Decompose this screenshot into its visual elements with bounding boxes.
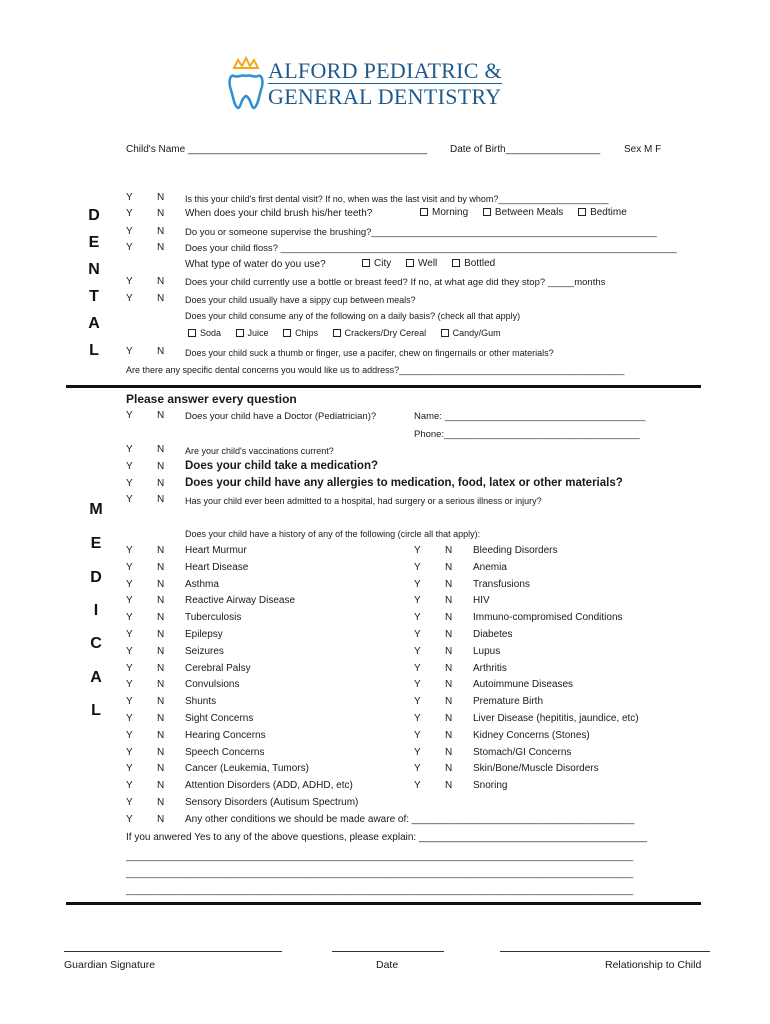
doctor-phone-field[interactable]: Phone:_____________________________________ — [414, 429, 640, 440]
condition-left: Reactive Airway Disease — [185, 595, 296, 607]
yes-option[interactable]: Y — [414, 780, 421, 792]
no-option[interactable]: N — [157, 662, 165, 674]
dental-q-supervise: Do you or someone supervise the brushing?______________________________________________________ — [185, 227, 657, 238]
dental-letter: L — [89, 342, 99, 359]
condition-left: Seizures — [185, 645, 224, 657]
dental-q-first-visit: Is this your child's first dental visit? If no, when was the last visit and by whom?______________________ — [185, 194, 609, 204]
yes-option[interactable]: Y — [126, 561, 133, 573]
condition-right: HIV — [473, 595, 490, 607]
condition-left: Cerebral Palsy — [185, 662, 251, 674]
no-option[interactable]: N — [157, 208, 165, 219]
guardian-signature-line[interactable] — [64, 951, 282, 952]
no-option[interactable]: N — [445, 746, 453, 758]
dental-q-consume: Does your child consume any of the following on a daily basis? (check all that apply) — [185, 311, 521, 321]
dental-letter: E — [88, 234, 100, 251]
doctor-name-field[interactable]: Name: ______________________________________ — [414, 411, 646, 422]
no-option[interactable]: N — [445, 679, 453, 691]
no-option[interactable]: N — [157, 192, 165, 203]
no-option[interactable]: N — [157, 478, 165, 489]
medical-q-allergies: Does your child have any allergies to medication, food, latex or other materials? — [185, 477, 623, 489]
no-option[interactable]: N — [157, 746, 165, 758]
yes-option[interactable]: Y — [126, 192, 133, 203]
condition-right: Kidney Concerns (Stones) — [473, 729, 590, 741]
section-divider — [66, 385, 701, 388]
no-option[interactable]: N — [157, 645, 165, 657]
yes-option[interactable]: Y — [126, 763, 133, 775]
no-option[interactable]: N — [157, 226, 165, 237]
checkbox-icon[interactable] — [362, 259, 370, 267]
no-option[interactable]: N — [445, 729, 453, 741]
no-option[interactable]: N — [157, 813, 165, 825]
condition-right: Bleeding Disorders — [473, 545, 558, 556]
medical-letter: C — [90, 635, 102, 652]
dental-q-water: What type of water do you use? — [185, 259, 326, 270]
yes-option[interactable]: Y — [414, 713, 421, 724]
no-option[interactable]: N — [157, 461, 165, 472]
yes-option[interactable]: Y — [126, 746, 133, 758]
no-option[interactable]: N — [445, 612, 453, 624]
medical-letter: I — [93, 602, 99, 619]
condition-left: Any other conditions we should be made aware of: ________________________________________ — [185, 813, 635, 825]
condition-left: Convulsions — [185, 679, 240, 691]
medical-q-hospital: Has your child ever been admitted to a hospital, had surgery or a serious illness or injury? — [185, 496, 542, 506]
yes-option[interactable]: Y — [414, 696, 421, 708]
option-label: City — [374, 258, 392, 269]
yes-option[interactable]: Y — [414, 746, 421, 758]
yes-option[interactable]: Y — [414, 679, 421, 691]
option-label: Soda — [200, 328, 222, 338]
checkbox-icon[interactable] — [333, 329, 341, 337]
checkbox-icon[interactable] — [236, 329, 244, 337]
date-of-birth-field[interactable]: Date of Birth_________________ — [450, 144, 601, 155]
relationship-label: Relationship to Child — [605, 959, 702, 971]
condition-right: Diabetes — [473, 629, 513, 640]
option-label: Well — [418, 258, 438, 269]
no-option[interactable]: N — [157, 780, 165, 792]
yes-option[interactable]: Y — [414, 561, 421, 573]
medical-letter: L — [91, 702, 101, 719]
condition-left: Speech Concerns — [185, 746, 265, 758]
dental-letter: D — [88, 207, 100, 224]
no-option[interactable]: N — [157, 612, 165, 624]
condition-left: Heart Murmur — [185, 545, 247, 556]
yes-option[interactable]: Y — [126, 662, 133, 674]
condition-left: Sight Concerns — [185, 713, 254, 724]
no-option[interactable]: N — [445, 645, 453, 657]
condition-left: Asthma — [185, 578, 219, 590]
yes-option[interactable]: Y — [126, 679, 133, 691]
guardian-signature-label: Guardian Signature — [64, 959, 156, 971]
no-option[interactable]: N — [157, 713, 165, 724]
condition-right: Immuno-compromised Conditions — [473, 612, 623, 624]
medical-letter: D — [90, 569, 102, 586]
dental-letter: N — [88, 261, 100, 278]
medical-q-medication: Does your child take a medication? — [185, 460, 378, 472]
yes-option[interactable]: Y — [126, 797, 133, 808]
no-option[interactable]: N — [157, 729, 165, 741]
condition-right: Autoimmune Diseases — [473, 679, 574, 691]
yes-option[interactable]: Y — [126, 729, 133, 741]
explain-field[interactable]: If you anwered Yes to any of the above questions, please explain: _________________________________________ — [126, 832, 648, 843]
condition-right: Liver Disease (hepititis, jaundice, etc) — [473, 713, 639, 724]
yes-option[interactable]: Y — [414, 645, 421, 657]
option-label: Chips — [295, 328, 319, 338]
no-option[interactable]: N — [157, 797, 165, 808]
checkbox-icon[interactable] — [188, 329, 196, 337]
yes-option[interactable]: Y — [414, 662, 421, 674]
practice-logo — [226, 56, 516, 112]
medical-letter: A — [90, 669, 102, 686]
no-option[interactable]: N — [445, 696, 453, 708]
logo-line-2: GENERAL DENTISTRY — [268, 84, 502, 109]
section-divider — [66, 902, 701, 905]
brush-options — [420, 207, 639, 219]
childs-name-field[interactable]: Child's Name ___________________________________________ — [126, 144, 428, 155]
yes-option[interactable]: Y — [126, 645, 133, 657]
date-label: Date — [376, 959, 399, 971]
no-option[interactable]: N — [157, 293, 165, 304]
no-option[interactable]: N — [157, 696, 165, 708]
explain-line[interactable]: ________________________________________________________________________________________________ — [126, 885, 634, 896]
no-option[interactable]: N — [157, 444, 165, 455]
medical-q-vaccinations: Are your child's vaccinations current? — [185, 446, 334, 456]
checkbox-icon[interactable] — [483, 208, 491, 216]
no-option[interactable]: N — [157, 346, 165, 357]
checkbox-icon[interactable] — [441, 329, 449, 337]
condition-right: Skin/Bone/Muscle Disorders — [473, 763, 599, 775]
yes-option[interactable]: Y — [126, 478, 133, 489]
condition-right: Premature Birth — [473, 696, 544, 708]
condition-right: Stomach/GI Concerns — [473, 746, 572, 758]
yes-option[interactable]: Y — [126, 226, 133, 237]
yes-option[interactable]: Y — [126, 578, 133, 590]
water-options — [362, 258, 507, 270]
no-option[interactable]: N — [157, 595, 165, 607]
yes-option[interactable]: Y — [414, 545, 421, 556]
condition-right: Anemia — [473, 561, 507, 573]
option-label: Juice — [247, 328, 269, 338]
dental-letter: T — [89, 288, 99, 305]
date-line[interactable] — [332, 951, 444, 952]
medical-q-doctor: Does your child have a Doctor (Pediatrician)? — [185, 411, 377, 422]
dental-q-bottle: Does your child currently use a bottle or breast feed? If no, at what age did they stop? _____months — [185, 277, 606, 288]
dental-q-thumb: Does your child suck a thumb or finger, use a pacifer, chew on fingernails or other materials? — [185, 348, 554, 358]
no-option[interactable]: N — [157, 242, 165, 253]
yes-option[interactable]: Y — [414, 763, 421, 775]
dental-q-sippy: Does your child usually have a sippy cup between meals? — [185, 295, 416, 305]
no-option[interactable]: N — [445, 713, 453, 724]
option-label: Morning — [432, 207, 469, 218]
yes-option[interactable]: Y — [126, 461, 133, 472]
checkbox-icon[interactable] — [420, 208, 428, 216]
option-label: Candy/Gum — [452, 328, 501, 338]
checkbox-icon[interactable] — [406, 259, 414, 267]
option-label: Crackers/Dry Cereal — [344, 328, 427, 338]
yes-option[interactable]: Y — [126, 346, 133, 357]
checkbox-icon[interactable] — [283, 329, 291, 337]
condition-left: Heart Disease — [185, 561, 249, 573]
dental-concerns[interactable]: Are there any specific dental concerns you would like us to address?_____________________________________________ — [126, 365, 625, 375]
yes-option[interactable]: Y — [126, 713, 133, 724]
medical-heading: Please answer every question — [126, 392, 297, 406]
no-option[interactable]: N — [157, 494, 165, 505]
yes-option[interactable]: Y — [126, 410, 133, 421]
condition-right: Arthritis — [473, 662, 507, 674]
condition-left: Cancer (Leukemia, Tumors) — [185, 763, 309, 775]
yes-option[interactable]: Y — [126, 612, 133, 624]
relationship-line[interactable] — [500, 951, 710, 952]
medical-q-history: Does your child have a history of any of the following (circle all that apply): — [185, 529, 481, 539]
no-option[interactable]: N — [157, 763, 165, 775]
yes-option[interactable]: Y — [126, 444, 133, 455]
no-option[interactable]: N — [445, 662, 453, 674]
no-option[interactable]: N — [445, 780, 453, 792]
no-option[interactable]: N — [445, 578, 453, 590]
yes-option[interactable]: Y — [126, 276, 133, 287]
no-option[interactable]: N — [445, 629, 453, 640]
no-option[interactable]: N — [157, 545, 165, 556]
condition-right: Transfusions — [473, 578, 530, 590]
checkbox-icon[interactable] — [452, 259, 460, 267]
no-option[interactable]: N — [157, 578, 165, 590]
consume-options — [188, 327, 513, 339]
condition-left: Hearing Concerns — [185, 729, 266, 741]
condition-left: Sensory Disorders (Autisum Spectrum) — [185, 797, 359, 808]
condition-left: Shunts — [185, 696, 217, 708]
option-label: Bedtime — [590, 207, 627, 218]
yes-option[interactable]: Y — [414, 578, 421, 590]
logo-line-1: ALFORD PEDIATRIC & — [268, 58, 502, 83]
no-option[interactable]: N — [445, 561, 453, 573]
dental-letter: A — [88, 315, 100, 332]
condition-right: Snoring — [473, 780, 508, 792]
option-label: Between Meals — [494, 207, 564, 218]
yes-option[interactable]: Y — [126, 494, 133, 505]
option-label: Bottled — [464, 258, 496, 269]
yes-option[interactable]: Y — [126, 208, 133, 219]
yes-option[interactable]: Y — [126, 813, 133, 825]
yes-option[interactable]: Y — [414, 729, 421, 741]
yes-option[interactable]: Y — [126, 545, 133, 556]
condition-right: Lupus — [473, 645, 501, 657]
dental-q-brush: When does your child brush his/her teeth? — [185, 208, 373, 219]
explain-line[interactable]: ________________________________________________________________________________________________ — [126, 851, 634, 862]
condition-left: Tuberculosis — [185, 612, 242, 624]
yes-option[interactable]: Y — [414, 629, 421, 640]
explain-line[interactable]: ________________________________________________________________________________________________ — [126, 868, 634, 879]
condition-left: Epilepsy — [185, 629, 223, 640]
yes-option[interactable]: Y — [126, 696, 133, 708]
yes-option[interactable]: Y — [126, 780, 133, 792]
no-option[interactable]: N — [157, 561, 165, 573]
no-option[interactable]: N — [445, 545, 453, 556]
checkbox-icon[interactable] — [578, 208, 586, 216]
yes-option[interactable]: Y — [126, 595, 133, 607]
medical-letter: E — [90, 535, 102, 552]
yes-option[interactable]: Y — [126, 629, 133, 640]
medical-letter: M — [89, 501, 103, 518]
yes-option[interactable]: Y — [414, 612, 421, 624]
no-option[interactable]: N — [445, 763, 453, 775]
dental-q-floss: Does your child floss? ___________________________________________________________________________ — [185, 243, 677, 254]
yes-option[interactable]: Y — [126, 242, 133, 253]
tooth-crown-icon — [226, 56, 266, 112]
no-option[interactable]: N — [157, 276, 165, 287]
condition-left: Attention Disorders (ADD, ADHD, etc) — [185, 780, 353, 792]
no-option[interactable]: N — [157, 410, 165, 421]
sex-field[interactable]: Sex M F — [624, 144, 662, 155]
yes-option[interactable]: Y — [126, 293, 133, 304]
yes-option[interactable]: Y — [414, 595, 421, 607]
no-option[interactable]: N — [157, 629, 165, 640]
no-option[interactable]: N — [157, 679, 165, 691]
no-option[interactable]: N — [445, 595, 453, 607]
